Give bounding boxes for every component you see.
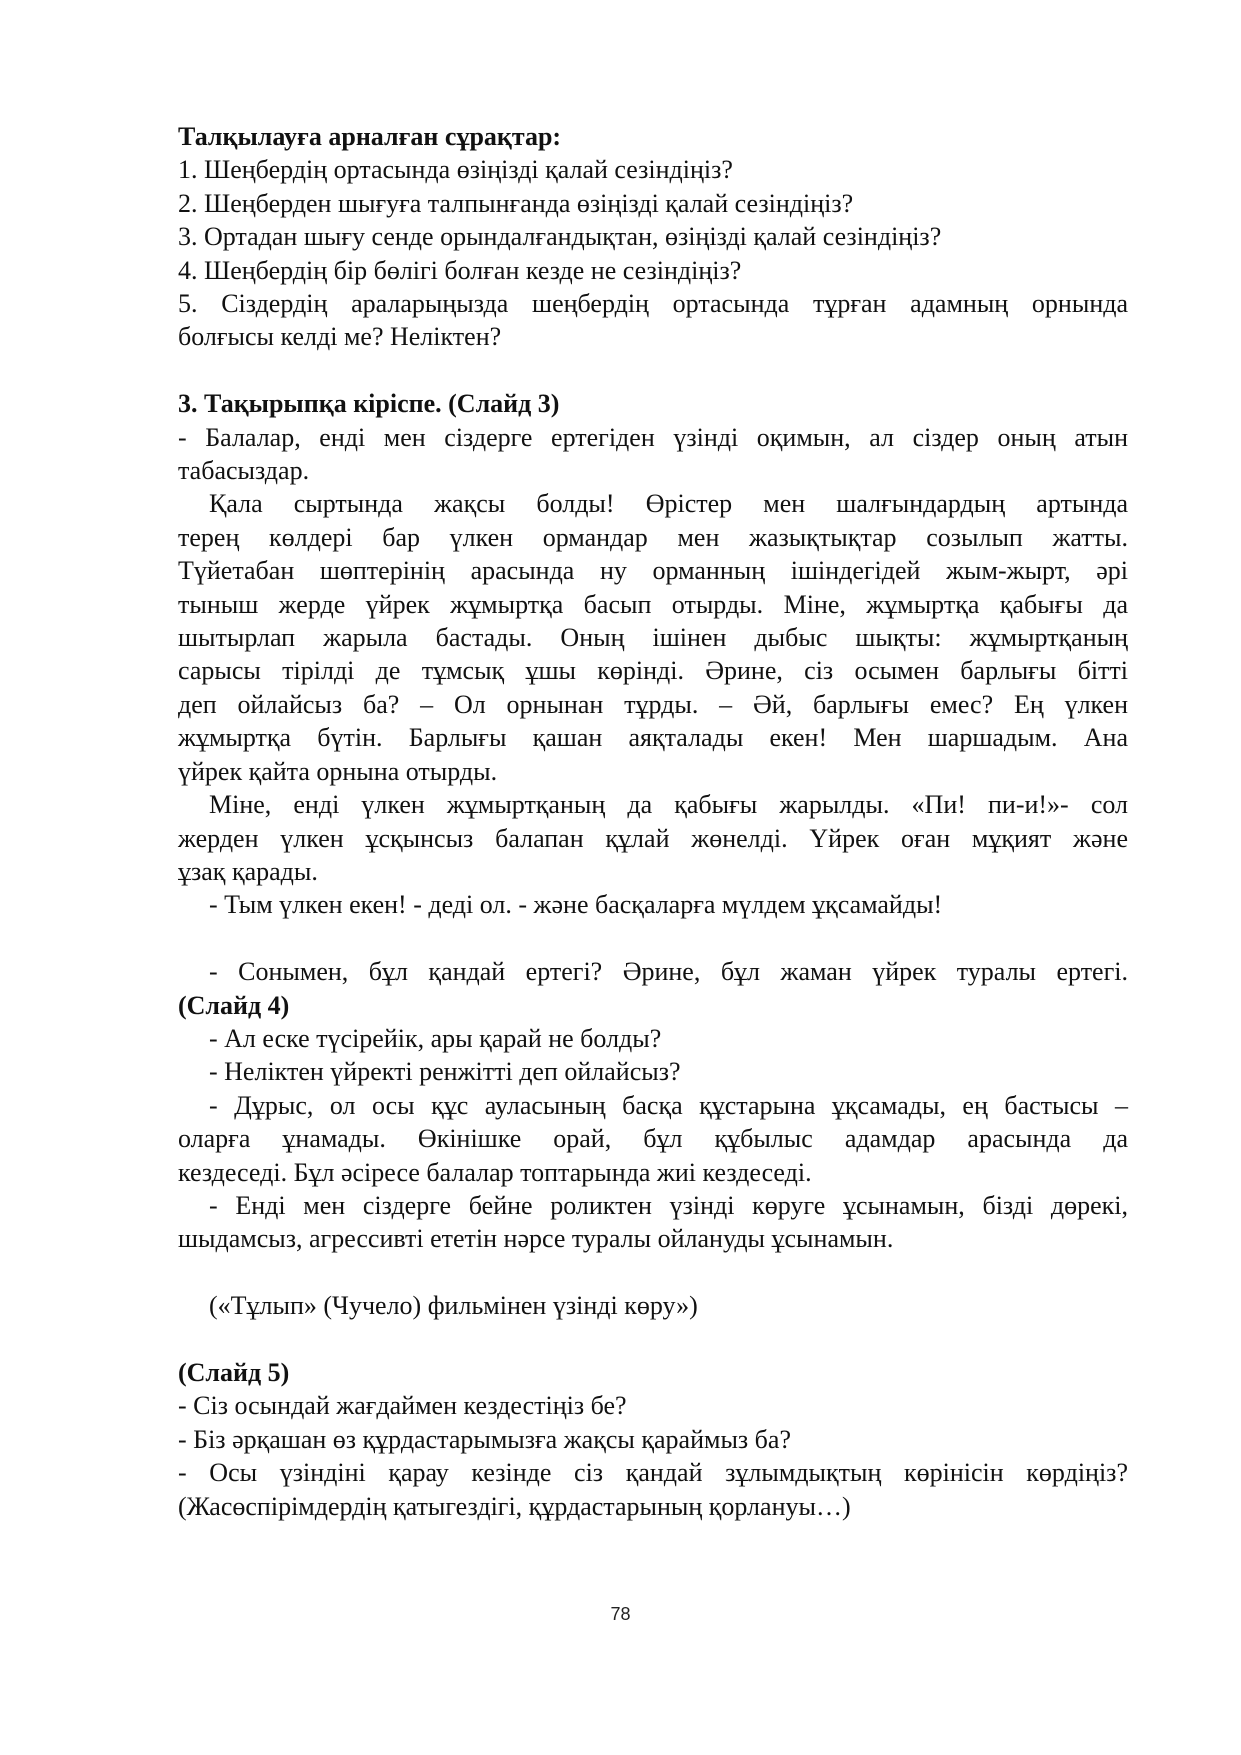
slide-5-question-3: - Осы үзіндіні қарау кезінде сіз қандай зұлымдықтың көрінісін көрдіңіз? [178, 1458, 1128, 1488]
slide-4-label: (Слайд 4) [178, 990, 290, 1020]
paragraph-line: терең көлдері бар үлкен ормандар мен жазықтықтар созылып жатты. [178, 522, 1128, 552]
slide-5-question-1: - Сіз осындай жағдаймен кездестіңіз бе? [178, 1391, 627, 1421]
paragraph-line: жерден үлкен ұсқынсыз балапан құлай жөнелді. Үйрек оған мұқият және [178, 823, 1128, 853]
fairy-tale-paragraph-1 [178, 487, 1128, 788]
paragraph-line: Түйетабан шөптерінің арасында ну орманның ішіндегідей жым-жырт, әрі [178, 556, 1128, 586]
paragraph-line: жұмыртқа бүтін. Барлығы қашан аяқталады екен! Мен шаршадым. Ана [178, 723, 1128, 753]
answer-line-3: кездеседі. Бұл әсіресе балалар топтарында жиі кездеседі. [178, 1157, 812, 1187]
section-3-intro-line-2: табасыздар. [178, 456, 310, 486]
question-item-1: 1. Шеңбердің ортасында өзіңізді қалай сезіндіңіз? [178, 155, 733, 185]
question-item-5-line-2: болғысы келді ме? Неліктен? [178, 322, 502, 352]
film-note: («Тұлып» (Чучело) фильмінен үзінді көру») [209, 1291, 698, 1321]
spacer [178, 1256, 1128, 1289]
paragraph-line: деп ойлайсыз ба? – Ол орнынан тұрды. – Әй, барлығы емес? Ең үлкен [178, 689, 1128, 719]
video-offer-line-1: - Енді мен сіздерге бейне роликтен үзінді көруге ұсынамын, бізді дөрекі, [209, 1190, 1128, 1220]
questions-heading: Талқылауға арналған сұрақтар: [178, 122, 562, 151]
question-item-2: 2. Шеңберден шығуға талпынғанда өзіңізді қалай сезіндіңіз? [178, 188, 854, 218]
answer-line-2: оларға ұнамады. Өкінішке орай, бұл құбылыс адамдар арасында да [178, 1124, 1128, 1154]
tale-question-line: - Сонымен, бұл қандай ертегі? Әрине, бұл жаман үйрек туралы ертегі. [209, 957, 1128, 987]
question-item-4: 4. Шеңбердің бір бөлігі болған кезде не сезіндіңіз? [178, 255, 742, 285]
paragraph-line: Қала сыртында жақсы болды! Өрістер мен шалғындардың артында [209, 489, 1128, 519]
answer-line-1: - Дұрыс, ол осы құс ауласының басқа құстарына ұқсамады, ең бастысы – [209, 1090, 1128, 1120]
discussion-question-2: - Неліктен үйректі ренжітті деп ойлайсыз? [209, 1057, 681, 1087]
slide-5-question-2: - Біз әрқашан өз құрдастарымызға жақсы қараймыз ба? [178, 1424, 791, 1454]
paragraph-line: тыныш жерде үйрек жұмыртқа басып отырды. Міне, жұмыртқа қабығы да [178, 589, 1128, 619]
spacer [178, 354, 1128, 387]
video-offer-line-2: шыдамсыз, агрессивті ететін нәрсе туралы ойлануды ұсынамын. [178, 1224, 894, 1254]
fairy-tale-paragraph-2 [178, 788, 1128, 888]
spacer [178, 922, 1128, 955]
duck-quote: - Тым үлкен екен! - деді ол. - және басқаларға мүлдем ұқсамайды! [209, 890, 943, 920]
question-item-3: 3. Ортадан шығу сенде орындалғандықтан, өзіңізді қалай сезіндіңіз? [178, 222, 942, 252]
slide-5-question-3-continued: (Жасөспірімдердің қатыгездігі, құрдастарының қорлануы…) [178, 1491, 851, 1521]
discussion-question-1: - Ал еске түсірейік, ары қарай не болды? [209, 1023, 662, 1053]
section-3-intro-line-1: - Балалар, енді мен сіздерге ертегіден үзінді оқимын, ал сіздер оның атын [178, 422, 1128, 452]
paragraph-line: шытырлап жарыла бастады. Оның ішінен дыбыс шықты: жұмыртқаның [178, 623, 1128, 653]
document-page [178, 120, 1128, 1523]
spacer [178, 1323, 1128, 1356]
paragraph-line: үйрек қайта орнына отырды. [178, 756, 498, 786]
question-item-5-line-1: 5. Сіздердің араларыңызда шеңбердің ортасында тұрған адамның орнында [178, 289, 1128, 319]
paragraph-line: сарысы тірілді де тұмсық ұшы көрінді. Әрине, сіз осымен барлығы бітті [178, 656, 1128, 686]
section-3-heading: 3. Тақырыпқа кіріспе. (Слайд 3) [178, 389, 560, 419]
slide-5-label: (Слайд 5) [178, 1357, 290, 1387]
page-number: 78 [610, 1604, 631, 1624]
paragraph-line: ұзақ қарады. [178, 856, 318, 886]
paragraph-line: Міне, енді үлкен жұмыртқаның да қабығы жарылды. «Пи! пи-и!»- сол [209, 790, 1128, 820]
